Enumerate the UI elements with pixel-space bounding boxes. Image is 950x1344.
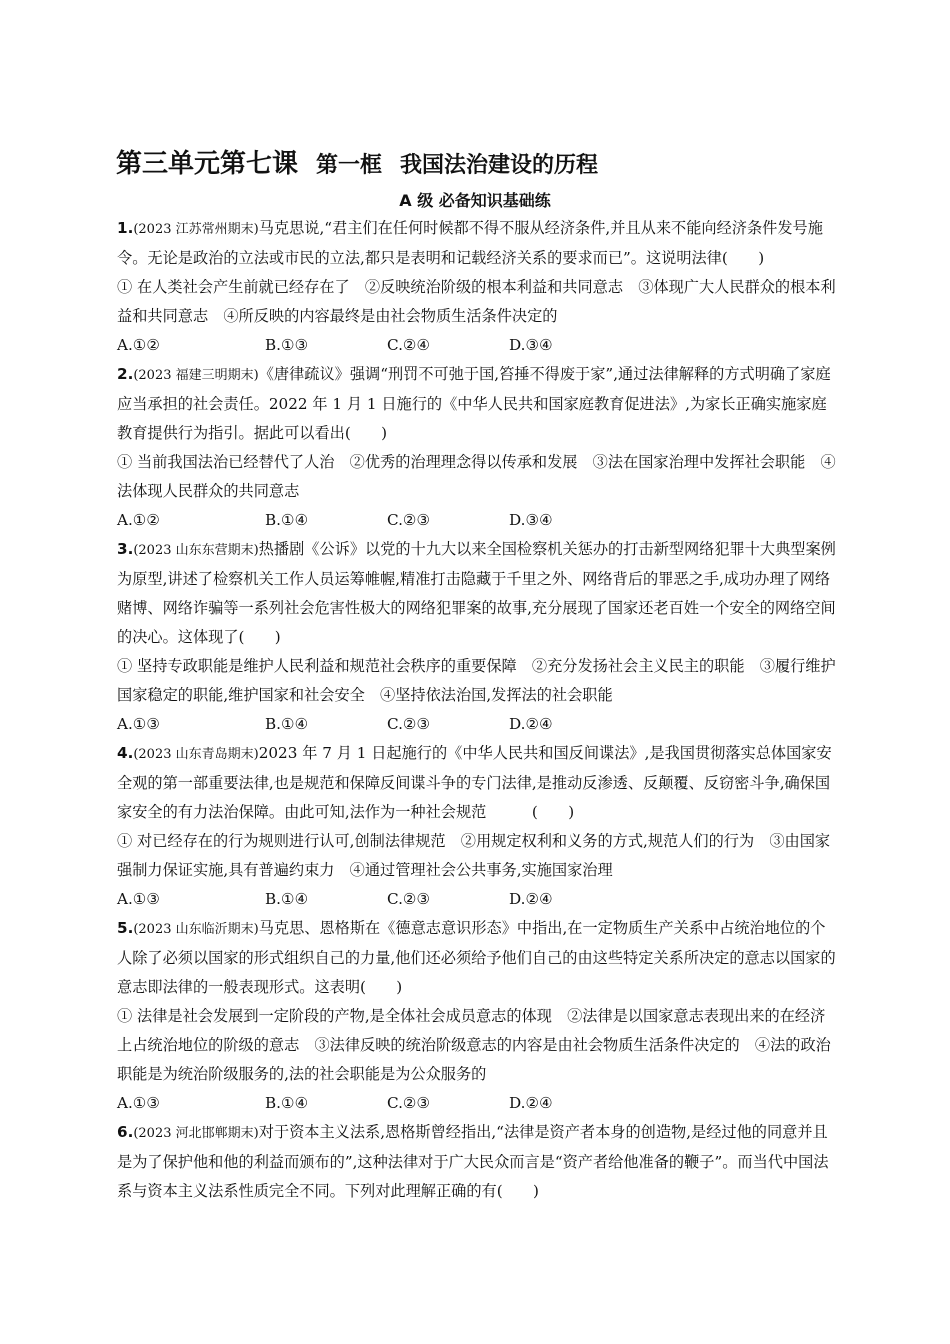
option-a: A.①② — [117, 336, 161, 354]
question-stem: 对于资本主义法系,恩格斯曾经指出,“法律是资产者本身的创造物,是经过他的同意并且是为了保护他和他的利益而颁布的”,这种法律对于广大民众而言是“资产者给他准备的鞭子”。而当代中国法系与资本主义法系性质完全不同。下列对此理解正确的有( ) — [117, 1123, 829, 1200]
question-2 — [117, 360, 837, 535]
question-stem: 马克思、恩格斯在《德意志意识形态》中指出,在一定物质生产关系中占统治地位的个人除了必须以国家的形式组织自己的力量,他们还必须给予他们自己的由这些特定关系所决定的意志以国家的意志即法律的一般表现形式。这表明( ) — [117, 919, 836, 996]
option-b: B.①③ — [265, 336, 309, 354]
question-source: (2023 山东青岛期末) — [133, 747, 259, 762]
option-b: B.①④ — [265, 1094, 309, 1112]
option-d: D.③④ — [509, 511, 553, 529]
question-stem: 2023 年 7 月 1 日起施行的《中华人民共和国反间谍法》,是我国贯彻落实总体国家安全观的第一部重要法律,也是规范和保障反间谍斗争的专门法律,是推动反渗透、反颠覆、反窃密斗争,确保国家安全的有力法治保障。由此可知,法作为一种社会规范 ( ) — [117, 744, 832, 821]
option-d: D.③④ — [509, 336, 553, 354]
answer-options — [117, 885, 837, 914]
question-number: 1. — [117, 219, 134, 237]
option-d: D.②④ — [509, 715, 553, 733]
answer-options — [117, 710, 837, 739]
option-a: A.①② — [117, 511, 161, 529]
question-source: (2023 江苏常州期末) — [133, 222, 259, 237]
title-part2: 我国法治建设的历程 — [400, 153, 599, 178]
question-source: (2023 福建三明期末) — [133, 368, 259, 383]
question-statements: ① 坚持专政职能是维护人民利益和规范社会秩序的重要保障 ②充分发扬社会主义民主的职能 ③履行维护国家稳定的职能,维护国家和社会安全 ④坚持依法治国,发挥法的社会职能 — [117, 657, 836, 704]
question-stem: 《唐律疏议》强调“刑罚不可弛于国,笞捶不得废于家”,通过法律解释的方式明确了家庭应当承担的社会责任。2022 年 1 月 1 日施行的《中华人民共和国家庭教育促进法》,为家长正确实施家庭教育提供行为指引。据此可以看出( ) — [117, 365, 831, 442]
option-c: C.②④ — [387, 336, 431, 354]
option-a: A.①③ — [117, 1094, 161, 1112]
answer-options — [117, 506, 837, 535]
question-5 — [117, 914, 837, 1118]
question-statements: ① 在人类社会产生前就已经存在了 ②反映统治阶级的根本利益和共同意志 ③体现广大人民群众的根本利益和共同意志 ④所反映的内容最终是由社会物质生活条件决定的 — [117, 278, 836, 325]
question-number: 3. — [117, 540, 134, 558]
question-statements: ① 对已经存在的行为规则进行认可,创制法律规范 ②用规定权利和义务的方式,规范人们的行为 ③由国家强制力保证实施,具有普遍约束力 ④通过管理社会公共事务,实施国家治理 — [117, 832, 831, 879]
question-source: (2023 山东东营期末) — [133, 543, 259, 558]
question-number: 5. — [117, 919, 134, 937]
option-a: A.①③ — [117, 715, 161, 733]
page-title — [116, 143, 598, 180]
question-source: (2023 山东临沂期末) — [133, 922, 259, 937]
option-d: D.②④ — [509, 890, 553, 908]
question-6 — [117, 1118, 837, 1206]
question-statements: ① 法律是社会发展到一定阶段的产物,是全体社会成员意志的体现 ②法律是以国家意志表现出来的在经济上占统治地位的阶级的意志 ③法律反映的统治阶级意志的内容是由社会物质生活条件决定的 ④法的政治职能是为统治阶级服务的,法的社会职能是为公众服务的 — [117, 1007, 831, 1083]
question-source: (2023 河北邯郸期末) — [133, 1126, 259, 1141]
question-1 — [117, 214, 837, 360]
title-unit: 第三单元第七课 — [116, 149, 299, 179]
question-4 — [117, 739, 837, 914]
option-c: C.②③ — [387, 715, 431, 733]
question-stem: 热播剧《公诉》以党的十九大以来全国检察机关惩办的打击新型网络犯罪十大典型案例为原型,讲述了检察机关工作人员运筹帷幄,精准打击隐藏于千里之外、网络背后的罪恶之手,成功办理了网络赌博、网络诈骗等一系列社会危害性极大的网络犯罪案的故事,充分展现了国家还老百姓一个安全的网络空间的决心。这体现了( ) — [117, 540, 836, 646]
question-number: 2. — [117, 365, 134, 383]
option-c: C.②③ — [387, 511, 431, 529]
option-a: A.①③ — [117, 890, 161, 908]
question-stem: 马克思说,“君主们在任何时候都不得不服从经济条件,并且从来不能向经济条件发号施令。无论是政治的立法或市民的立法,都只是表明和记载经济关系的要求而已”。这说明法律( ) — [117, 219, 823, 267]
option-b: B.①④ — [265, 511, 309, 529]
answer-options — [117, 1089, 837, 1118]
option-c: C.②③ — [387, 890, 431, 908]
title-part1: 第一框 — [316, 153, 383, 178]
answer-options — [117, 331, 837, 360]
option-d: D.②④ — [509, 1094, 553, 1112]
question-number: 4. — [117, 744, 134, 762]
option-b: B.①④ — [265, 890, 309, 908]
question-statements: ① 当前我国法治已经替代了人治 ②优秀的治理理念得以传承和发展 ③法在国家治理中发挥社会职能 ④法体现人民群众的共同意志 — [117, 453, 836, 500]
section-subtitle: A 级 必备知识基础练 — [399, 191, 551, 210]
option-b: B.①④ — [265, 715, 309, 733]
option-c: C.②③ — [387, 1094, 431, 1112]
question-number: 6. — [117, 1123, 134, 1141]
question-3 — [117, 535, 837, 739]
question-list — [117, 214, 837, 1206]
